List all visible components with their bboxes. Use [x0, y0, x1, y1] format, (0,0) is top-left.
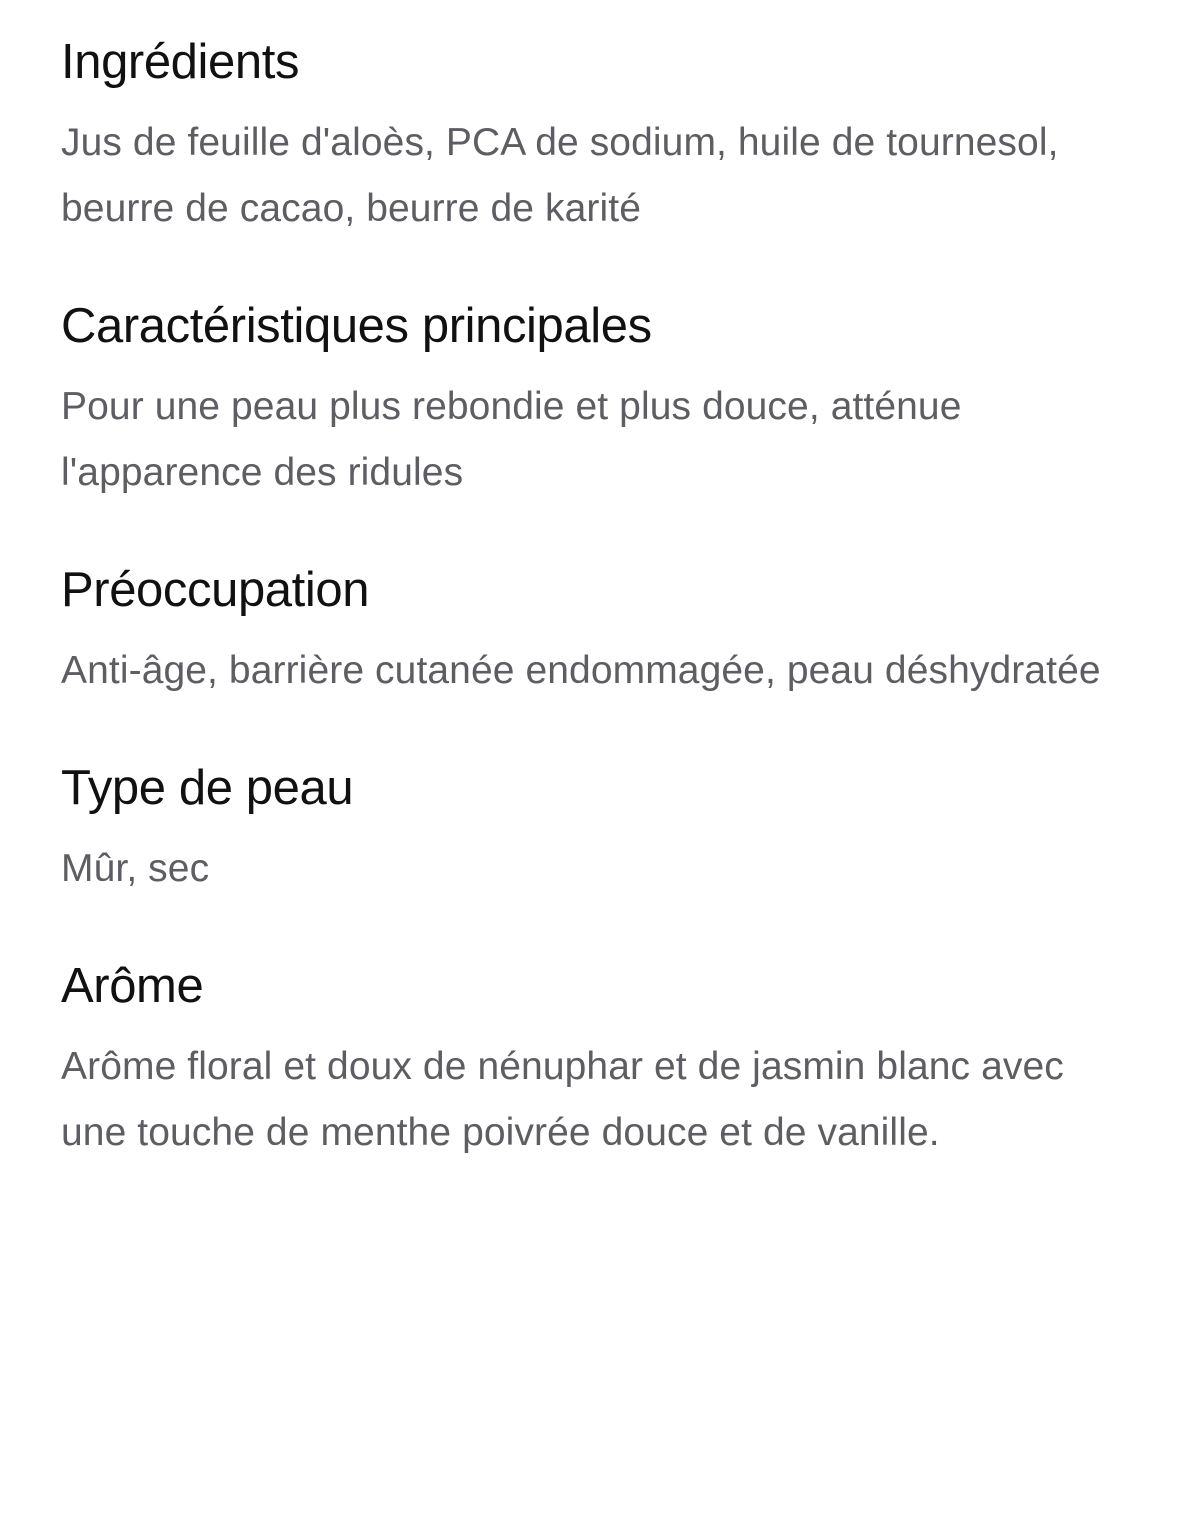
main-features-text: Pour une peau plus rebondie et plus douce, atténue l'apparence des ridules	[61, 385, 962, 494]
ingredients-section	[61, 24, 1121, 242]
concern-title: Préoccupation	[61, 563, 370, 617]
main-features-title: Caractéristiques principales	[61, 299, 652, 353]
concern-section	[61, 552, 1121, 704]
product-details	[61, 24, 1121, 1166]
ingredients-text: Jus de feuille d'aloès, PCA de sodium, huile de tournesol, beurre de cacao, beurre de karité	[61, 121, 1059, 230]
scent-section	[61, 948, 1121, 1166]
concern-text: Anti-âge, barrière cutanée endommagée, peau déshydratée	[61, 649, 1101, 692]
main-features-section	[61, 288, 1121, 506]
scent-text: Arôme floral et doux de nénuphar et de jasmin blanc avec une touche de menthe poivrée douce et de vanille.	[61, 1045, 1064, 1154]
scent-title: Arôme	[61, 959, 204, 1013]
skin-type-text: Mûr, sec	[61, 847, 210, 890]
skin-type-section	[61, 750, 1121, 902]
skin-type-title: Type de peau	[61, 761, 354, 815]
ingredients-title: Ingrédients	[61, 35, 300, 89]
